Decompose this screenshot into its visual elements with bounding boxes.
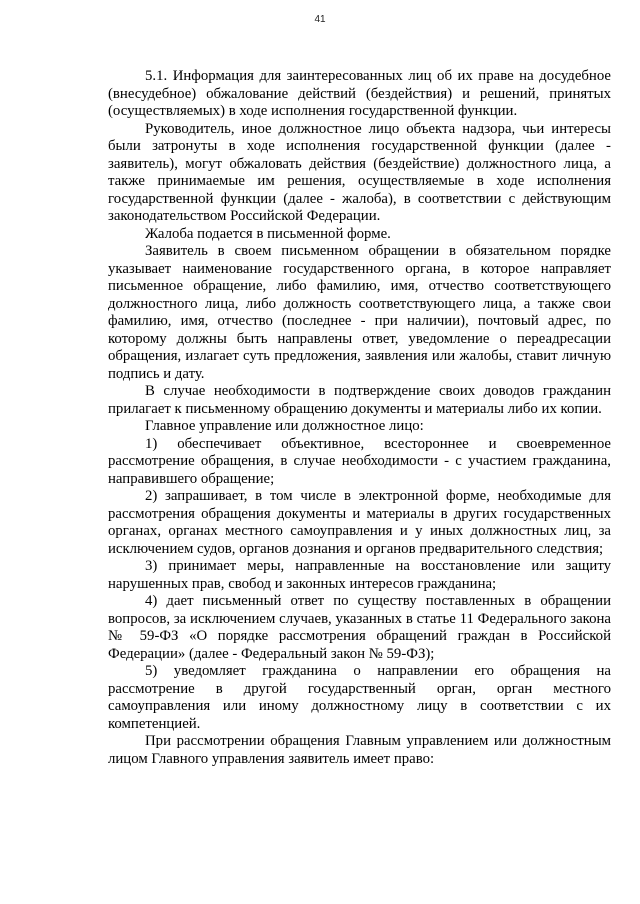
list-item-2: 2) запрашивает, в том числе в электронной форме, необходимые для рассмотрения обращения документы и материалы в других государственных органах, органах местного самоуправления и у иных должностных лиц, за исключением судов, органов дознания и органов предварительного следствия; (108, 488, 611, 557)
paragraph-written-form: Жалоба подается в письменной форме. (145, 225, 391, 242)
list-item-4: 4) дает письменный ответ по существу поставленных в обращении вопросов, за исключением случаев, указанных в статье 11 Федерального закона № 59-ФЗ «О порядке рассмотрения обращений граждан в Российской Федерации» (далее - Федеральный закон № 59-ФЗ); (108, 593, 611, 662)
list-item-1: 1) обеспечивает объективное, всестороннее и своевременное рассмотрение обращения, в случае необходимости - с участием гражданина, направившего обращение; (108, 435, 611, 487)
paragraph-applicant-requirements: Заявитель в своем письменном обращении в обязательном порядке указывает наименование государственного органа, в которое направляет письменное обращение, либо фамилию, имя, отчество соответствующего должностного лица, либо должность соответствующего лица, а также свои фамилию, имя, отчество (последнее - при наличии), почтовый адрес, по которому должны быть направлены ответ, уведомление о переадресации обращения, излагает суть предложения, заявления или жалобы, ставит личную подпись и дату. (108, 243, 611, 382)
paragraph-supporting-documents: В случае необходимости в подтверждение своих доводов гражданин прилагает к письменному обращению документы и материалы либо их копии. (108, 383, 611, 417)
document-body (108, 68, 611, 768)
list-item-5: 5) уведомляет гражданина о направлении его обращения на рассмотрение в другой государственный орган, орган местного самоуправления или иному должностному лицу в соответствии с их компетенцией. (108, 663, 611, 732)
paragraph-appeal-right: Руководитель, иное должностное лицо объекта надзора, чьи интересы были затронуты в ходе исполнения государственной функции (далее - заявитель), могут обжаловать действия (бездействие) должностного лица, а также принимаемые им решения, осуществляемые в ходе исполнения государственной функции (далее - жалоба), в соответствии с действующим законодательством Российской Федерации. (108, 120, 611, 224)
paragraph-main-directorate-duties: Главное управление или должностное лицо: (145, 418, 424, 434)
paragraph-applicant-rights: При рассмотрении обращения Главным управлением или должностным лицом Главного управления заявитель имеет право: (108, 733, 611, 767)
page-number: 41 (314, 14, 326, 25)
paragraph-section-5-1: 5.1. Информация для заинтересованных лиц об их праве на досудебное (внесудебное) обжалование действий (бездействия) и решений, принятых (осуществляемых) в ходе исполнения государственной функции. (108, 68, 611, 119)
list-item-3: 3) принимает меры, направленные на восстановление или защиту нарушенных прав, свобод и законных интересов гражданина; (108, 558, 611, 592)
